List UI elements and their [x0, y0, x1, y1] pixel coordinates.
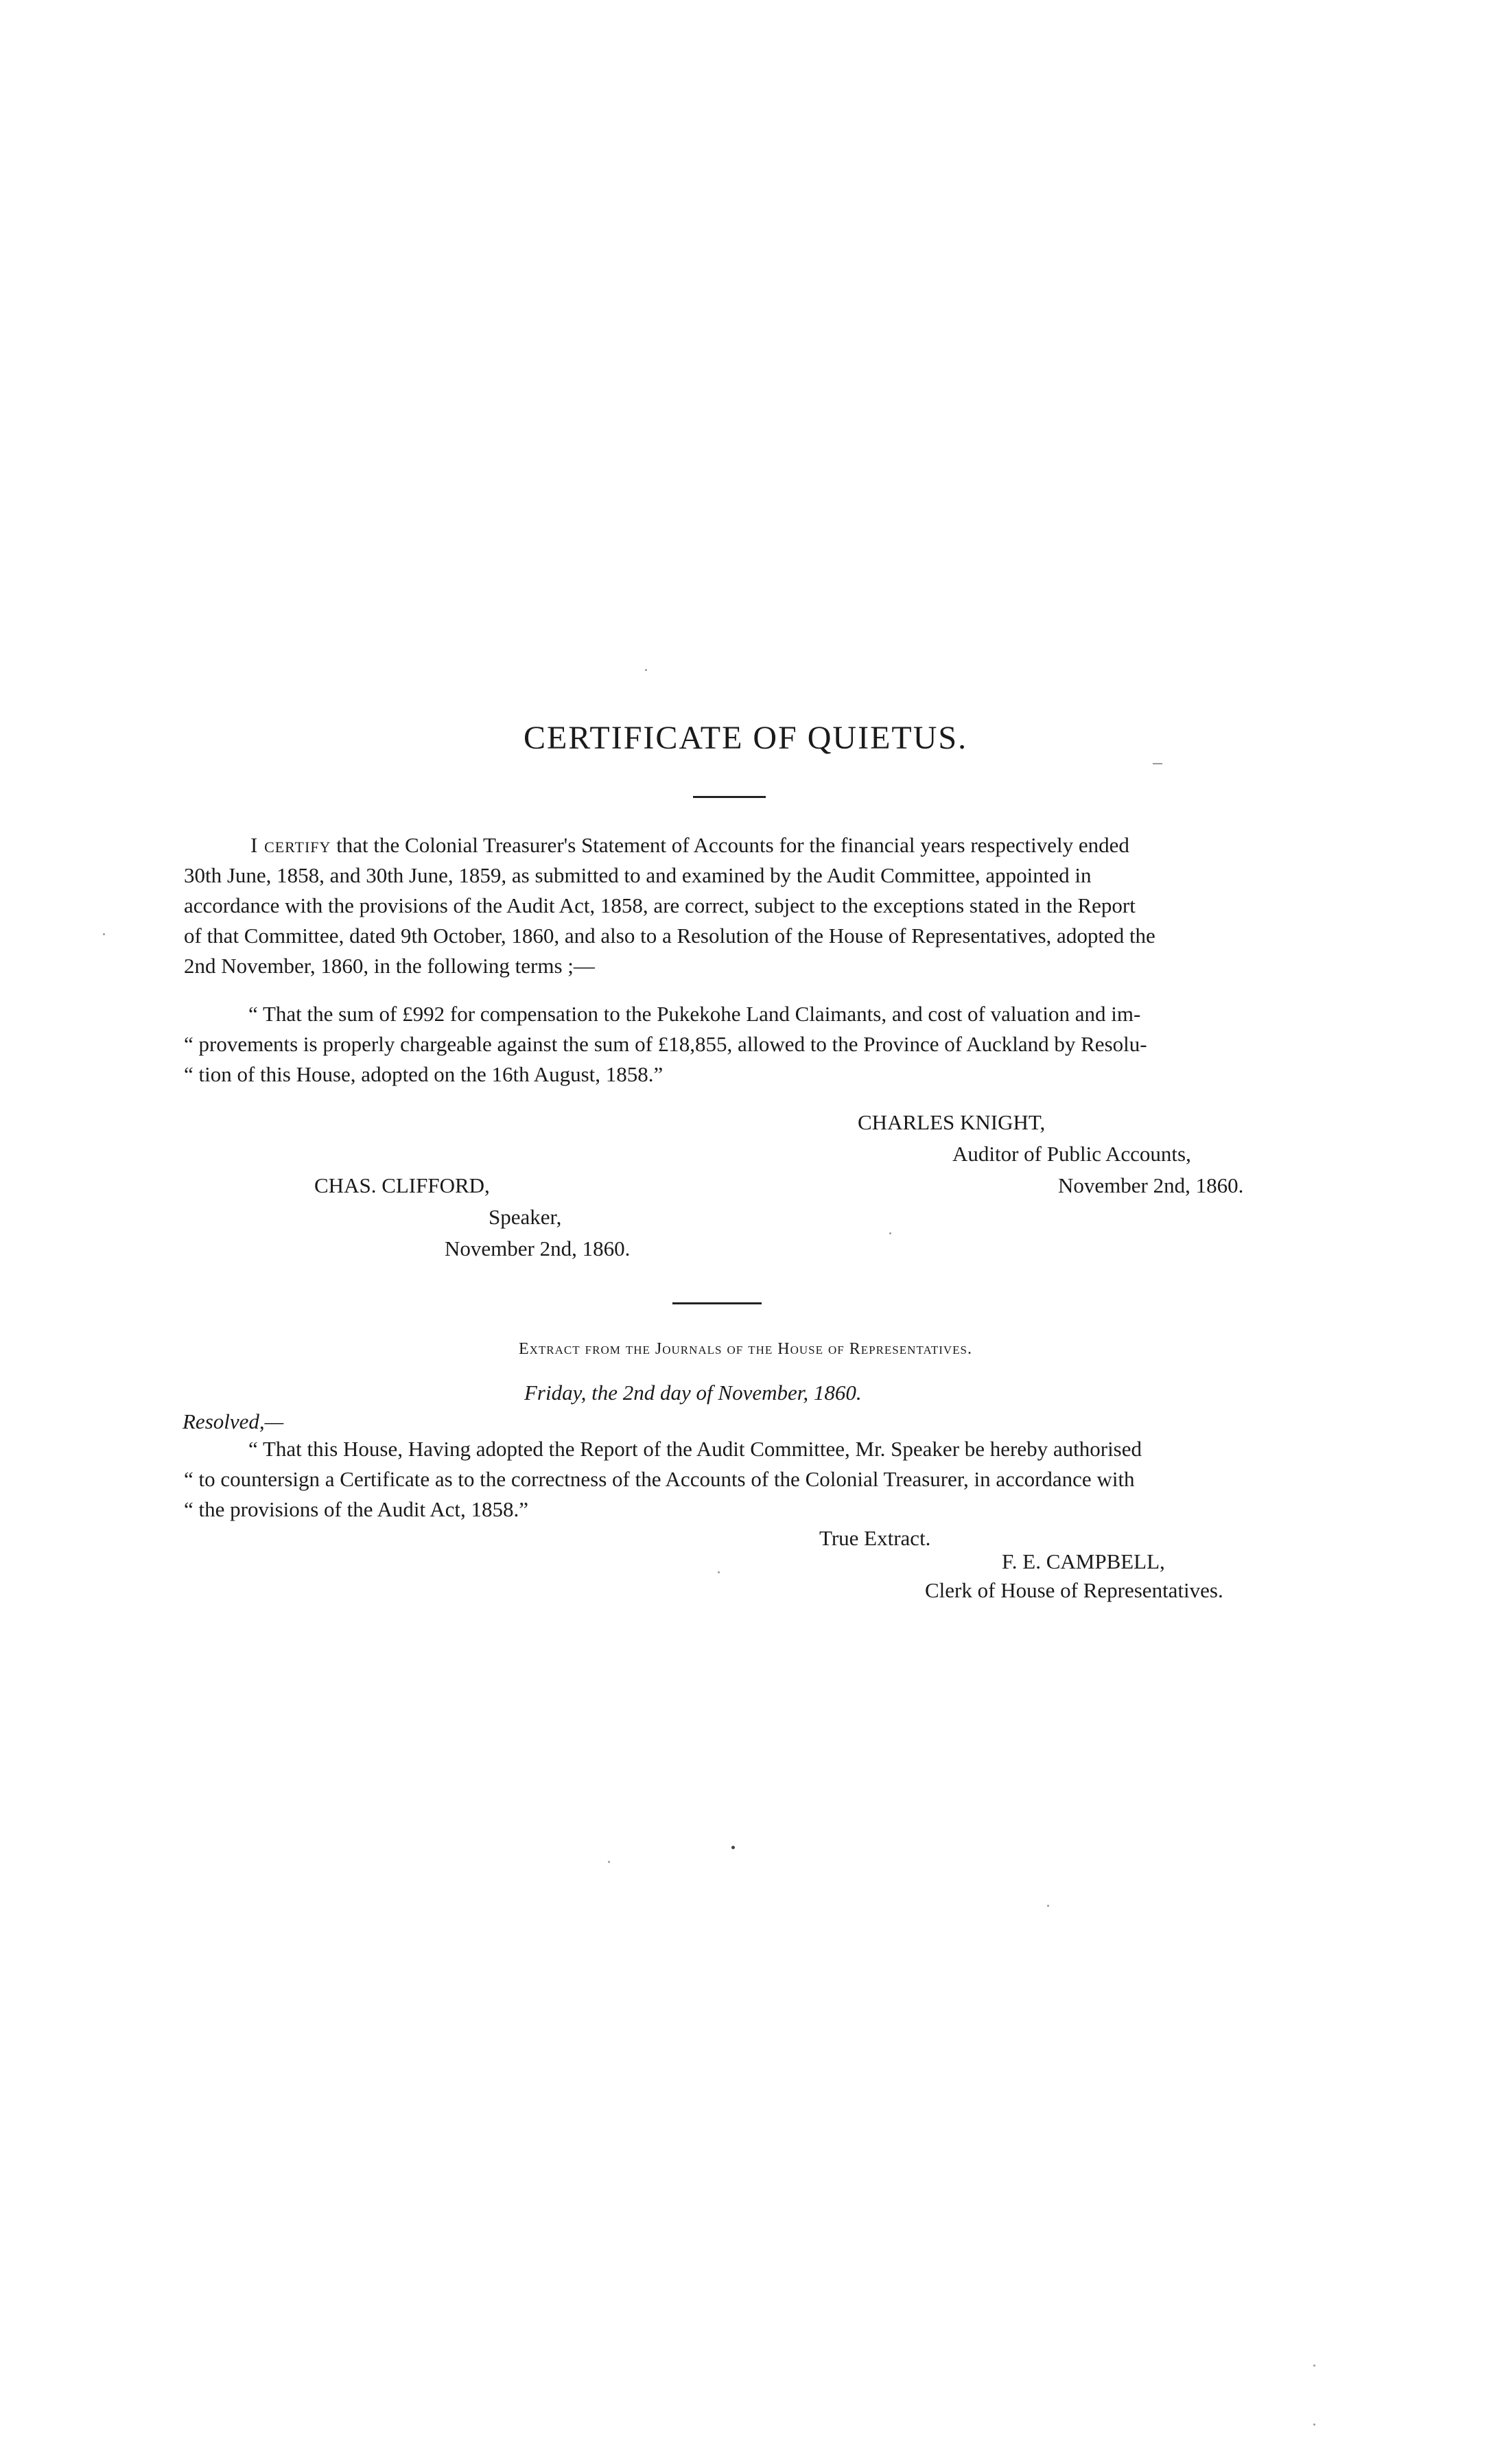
- true-extract: True Extract.: [819, 1526, 931, 1550]
- scan-speck: [1153, 763, 1162, 764]
- scan-speck: [1047, 1905, 1049, 1907]
- resolution-quote-line-2: “ provements is properly chargeable against the sum of £18,855, allowed to the Province of Auckland by Resolu-: [184, 1032, 1147, 1056]
- auditor-name: CHARLES KNIGHT,: [858, 1110, 1046, 1134]
- scan-speck: [889, 1232, 891, 1234]
- certificate-line-4: of that Committee, dated 9th October, 1860, and also to a Resolution of the House of Representatives, adopted the: [184, 924, 1155, 948]
- certificate-line-2: 30th June, 1858, and 30th June, 1859, as submitted to and examined by the Audit Committee, appointed in: [184, 863, 1092, 887]
- resolution-quote-line-1: “ That the sum of £992 for compensation to the Pukekohe Land Claimants, and cost of valuation and im-: [248, 1002, 1141, 1026]
- auditor-date: November 2nd, 1860.: [1058, 1173, 1244, 1197]
- speaker-title: Speaker,: [489, 1205, 562, 1229]
- certificate-line-1: [250, 833, 1129, 858]
- scan-speck: [1313, 2365, 1315, 2367]
- extract-date: Friday, the 2nd day of November, 1860.: [524, 1381, 862, 1405]
- speaker-date: November 2nd, 1860.: [445, 1236, 631, 1260]
- page-title: CERTIFICATE OF QUIETUS.: [523, 720, 968, 756]
- scan-speck: [645, 669, 647, 671]
- certificate-line-3: accordance with the provisions of the Audit Act, 1858, are correct, subject to the exceptions stated in the Report: [184, 893, 1136, 917]
- speaker-name: CHAS. CLIFFORD,: [314, 1173, 490, 1197]
- title-divider: [693, 796, 766, 798]
- certify-lead: I certify: [250, 833, 331, 857]
- section-divider: [672, 1302, 762, 1304]
- extract-quote-line-3: “ the provisions of the Audit Act, 1858.”: [184, 1497, 528, 1521]
- scan-speck: [608, 1861, 610, 1863]
- auditor-title: Auditor of Public Accounts,: [952, 1142, 1191, 1166]
- certificate-text-1: that the Colonial Treasurer's Statement of Accounts for the financial years respectively ended: [336, 833, 1129, 857]
- resolution-quote-line-3: “ tion of this House, adopted on the 16th August, 1858.”: [184, 1062, 664, 1086]
- resolved-label: Resolved,—: [183, 1409, 284, 1433]
- scan-speck: [103, 933, 105, 935]
- extract-quote-line-2: “ to countersign a Certificate as to the correctness of the Accounts of the Colonial Treasurer, in accordance with: [184, 1467, 1135, 1491]
- extract-heading: Extract from the Journals of the House of Representatives.: [518, 1340, 972, 1358]
- clerk-title: Clerk of House of Representatives.: [925, 1578, 1223, 1602]
- scan-speck: [731, 1846, 735, 1849]
- scan-speck: [718, 1571, 720, 1573]
- extract-quote-line-1: “ That this House, Having adopted the Report of the Audit Committee, Mr. Speaker be hereby authorised: [248, 1437, 1142, 1461]
- scan-speck: [1313, 2424, 1315, 2426]
- clerk-name: F. E. CAMPBELL,: [1002, 1549, 1165, 1573]
- certificate-line-5: 2nd November, 1860, in the following terms ;—: [184, 954, 595, 978]
